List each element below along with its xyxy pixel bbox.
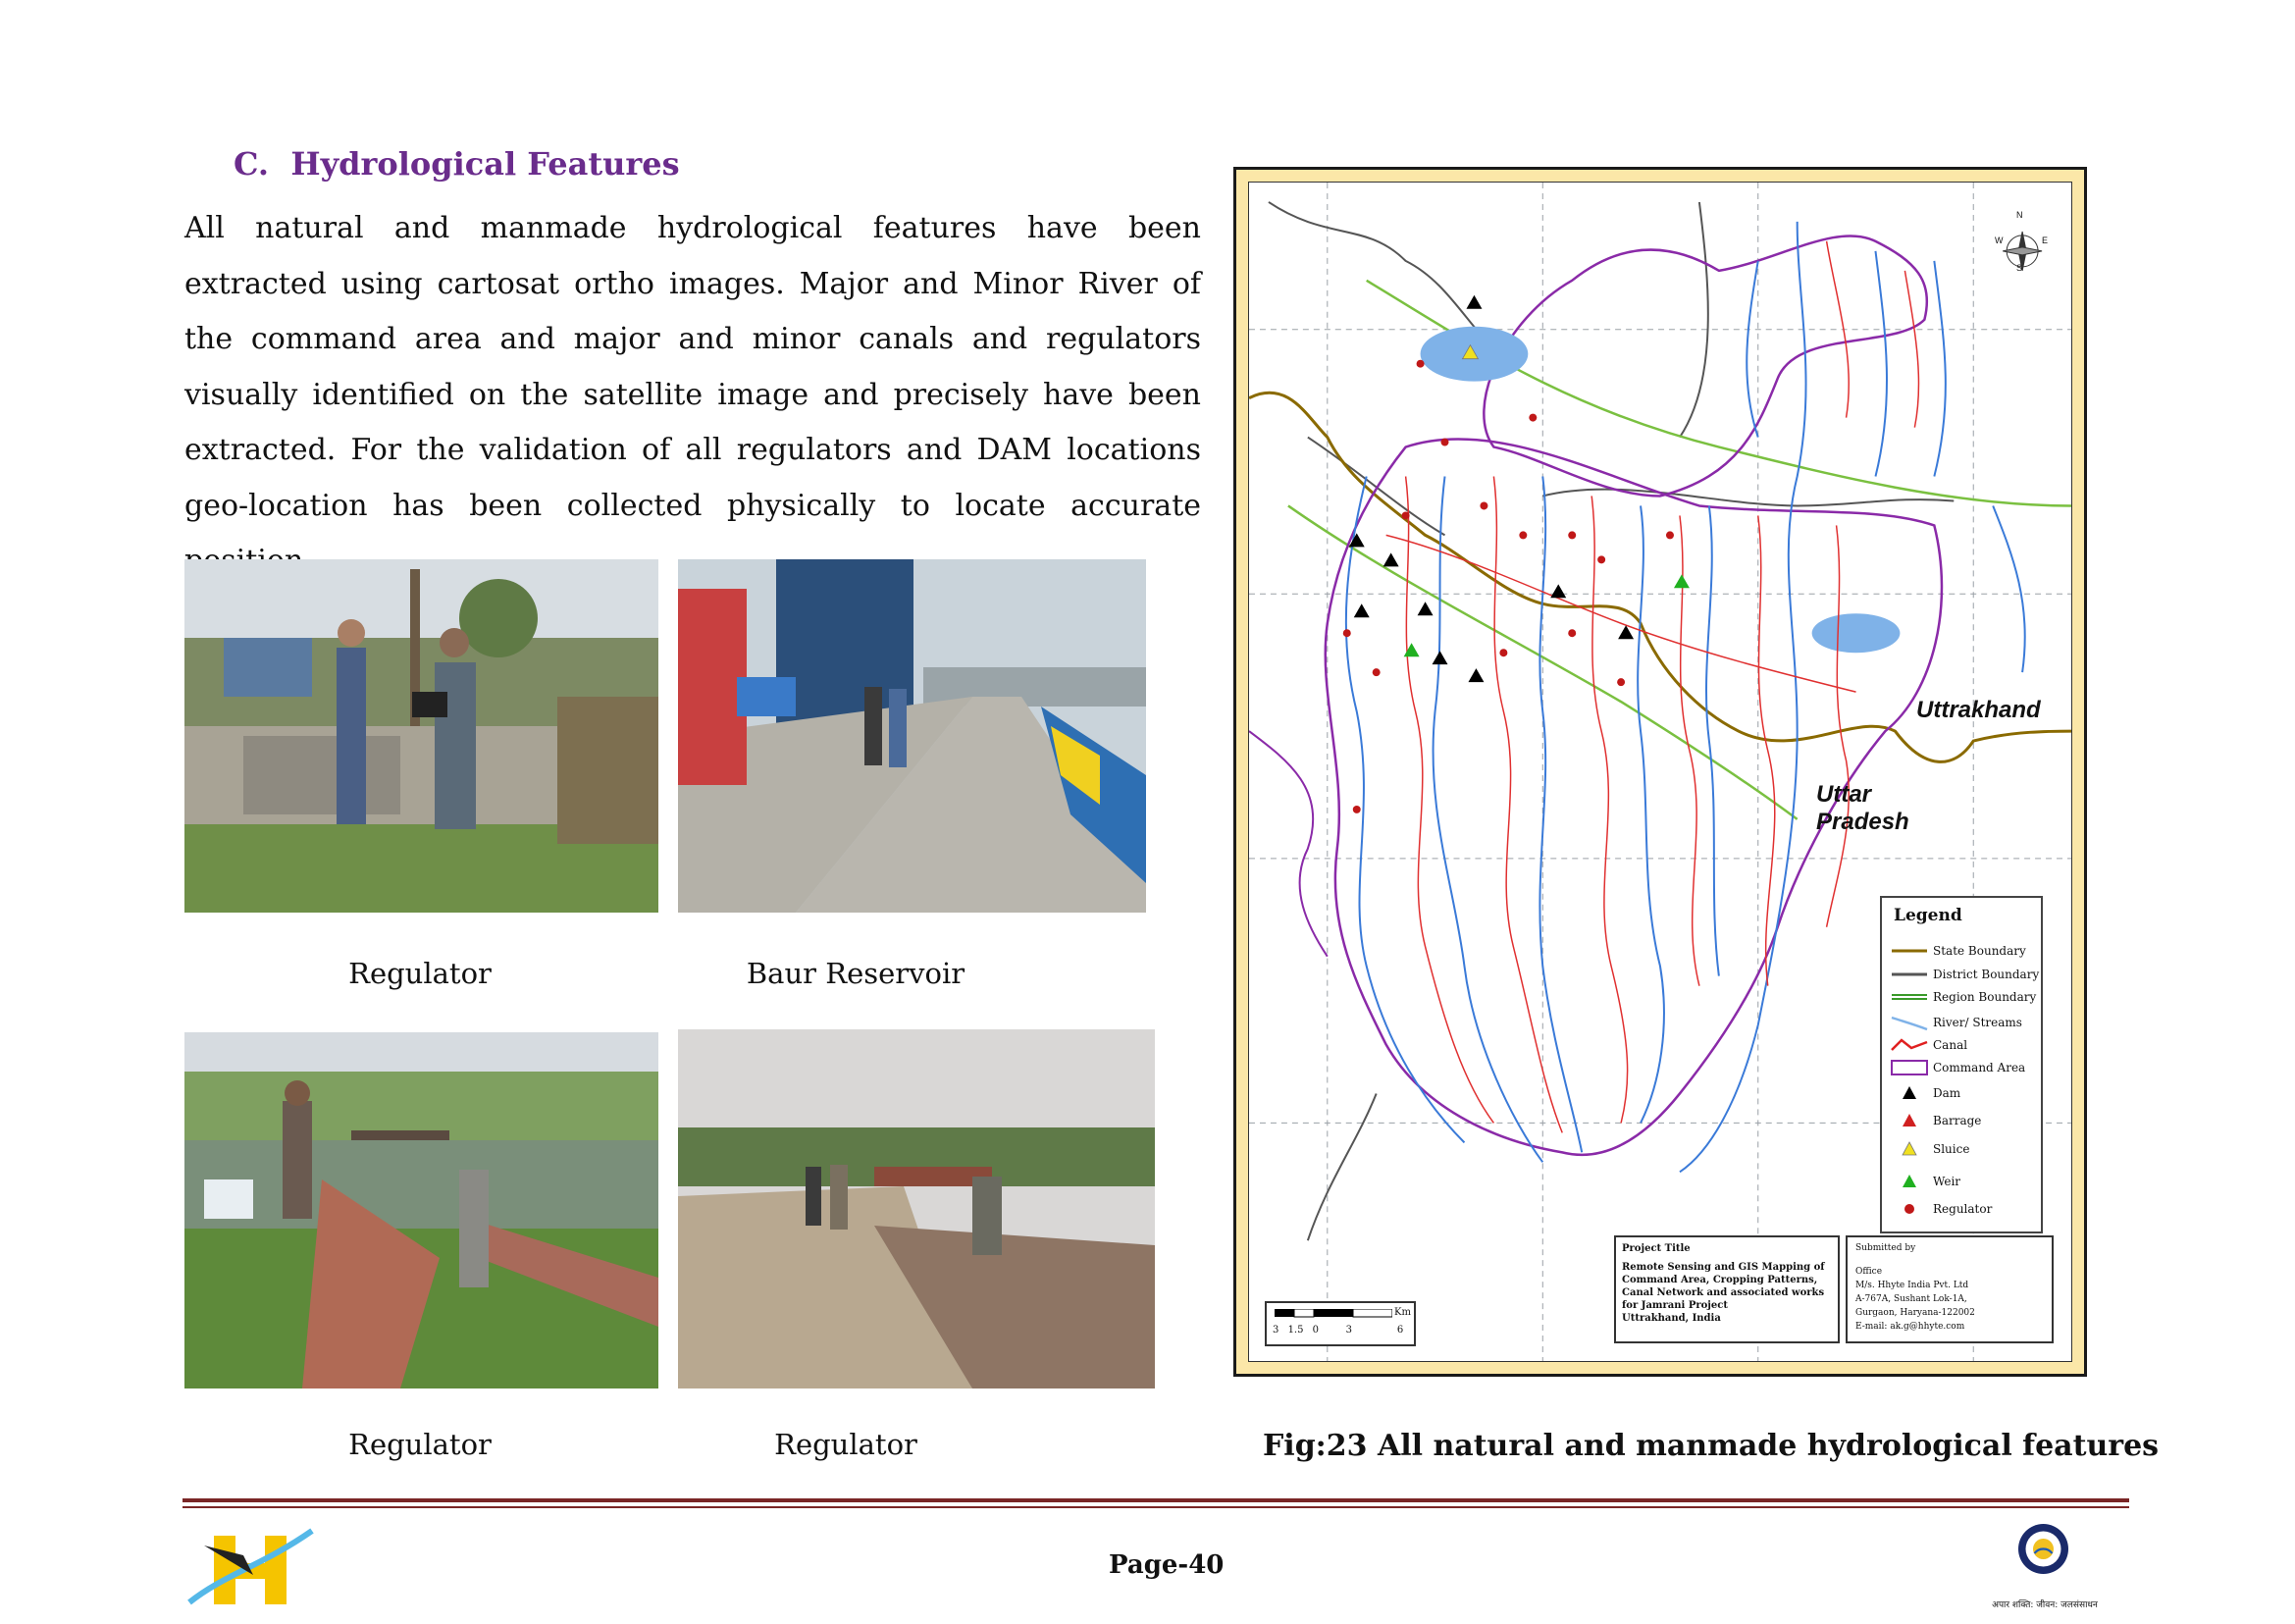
label-uttar: Uttar: [1816, 781, 1872, 808]
legend-symbol-icon: [1890, 1084, 1929, 1102]
photo-regulator-2: [184, 1032, 658, 1388]
compass-w: W: [1995, 236, 2004, 245]
legend-symbol-icon: [1890, 1036, 1929, 1054]
photo-caption-2: Baur Reservoir: [746, 957, 965, 990]
project-line: Uttrakhand, India: [1622, 1313, 1721, 1324]
photo-caption-4: Regulator: [774, 1428, 917, 1461]
photo-regulator-3: [678, 1029, 1155, 1388]
legend-item-label: River/ Streams: [1933, 1016, 2022, 1029]
project-line: for Jamrani Project: [1622, 1300, 1728, 1311]
figure-caption: Fig:23 All natural and manmade hydrological features: [1263, 1429, 2160, 1463]
legend-symbol-icon: [1890, 1112, 1929, 1129]
legend-symbol-icon: [1890, 1059, 1929, 1076]
scale-tick: 3: [1345, 1325, 1352, 1336]
legend-item-label: Sluice: [1933, 1142, 1970, 1156]
map-canvas: [1248, 182, 2072, 1362]
legend-item-label: Dam: [1933, 1086, 1961, 1100]
legend-item-label: Barrage: [1933, 1114, 1982, 1127]
legend-item: [1890, 1059, 2037, 1076]
submitted-by-box: [1846, 1235, 2054, 1343]
page-number: Page-40: [1109, 1550, 1225, 1580]
photo-baur-reservoir: [678, 559, 1146, 913]
legend-item-label: Command Area: [1933, 1061, 2026, 1074]
section-title: Hydrological Features: [290, 145, 680, 183]
legend-item-label: Weir: [1933, 1175, 1961, 1188]
legend-item: [1890, 966, 2040, 983]
legend-item: [1890, 1084, 2037, 1102]
submitted-line: A-767A, Sushant Lok-1A,: [1855, 1294, 1967, 1304]
government-emblem: [1986, 1521, 2104, 1619]
project-line: Canal Network and associated works: [1622, 1287, 1825, 1298]
map-legend: [1880, 896, 2043, 1233]
label-uttrakhand: Uttrakhand: [1916, 697, 2041, 723]
scale-tick: 0: [1312, 1325, 1320, 1336]
legend-item: [1890, 942, 2037, 960]
legend-symbol-icon: [1890, 1173, 1929, 1190]
submitted-line: E-mail: ak.g@hhyte.com: [1855, 1322, 1965, 1332]
compass-n: N: [2016, 210, 2023, 220]
scale-bar-graphic: [1275, 1309, 1392, 1319]
label-pradesh: Pradesh: [1816, 809, 1909, 835]
legend-item: [1890, 1112, 2037, 1129]
legend-item-label: Canal: [1933, 1038, 1968, 1052]
scale-tick: 1.5: [1287, 1325, 1304, 1336]
compass-s: S: [2016, 263, 2023, 273]
legend-item-label: District Boundary: [1933, 968, 2040, 981]
footer-rule-thin: [183, 1506, 2129, 1508]
legend-item-label: Region Boundary: [1933, 990, 2037, 1004]
legend-symbol-icon: [1890, 966, 1929, 983]
legend-item-label: Regulator: [1933, 1202, 1993, 1216]
project-line: Command Area, Cropping Patterns,: [1622, 1275, 1818, 1285]
company-logo-graphic: [184, 1526, 317, 1609]
legend-title: Legend: [1894, 906, 1962, 925]
project-line: Remote Sensing and GIS Mapping of: [1622, 1262, 1825, 1273]
legend-item: [1890, 1140, 2037, 1158]
scale-unit: Km: [1394, 1307, 1411, 1318]
scale-ticks: [1273, 1325, 1403, 1336]
compass-e: E: [2042, 236, 2049, 245]
scale-bar: [1265, 1301, 1416, 1346]
project-title-box: [1614, 1235, 1840, 1343]
footer-rule: [183, 1498, 2129, 1502]
company-logo: [184, 1526, 317, 1609]
legend-item: [1890, 1036, 2037, 1054]
body-paragraph: All natural and manmade hydrological features have been extracted using cartosat ortho images. Major and Minor River of the command area and major and minor canals and regulators visually identified on the satellite image and precisely have been extracted. For the validation of all regulators and DAM locations geo-location has been collected physically to locate accurate: [184, 211, 1201, 523]
submitted-heading: Submitted by: [1855, 1243, 1916, 1253]
section-letter: C.: [234, 145, 270, 183]
legend-symbol-icon: [1890, 1140, 1929, 1158]
photo-caption-1: Regulator: [348, 957, 492, 990]
emblem-gear-icon: [1986, 1521, 2104, 1595]
emblem-motto: अपार शक्ति: जीवन: जलसंसाधन: [1992, 1600, 2098, 1610]
legend-item: [1890, 1173, 2037, 1190]
legend-symbol-icon: [1890, 1014, 1929, 1031]
submitted-line: M/s. Hhyte India Pvt. Ltd: [1855, 1281, 1969, 1290]
legend-symbol-icon: [1890, 942, 1929, 960]
submitted-line: Office: [1855, 1267, 1883, 1277]
legend-item: [1890, 988, 2037, 1006]
legend-item: [1890, 1200, 2037, 1218]
legend-symbol-icon: [1890, 1200, 1929, 1218]
legend-symbol-icon: [1890, 988, 1929, 1006]
map-figure: [1233, 167, 2087, 1377]
scale-tick: 6: [1396, 1325, 1404, 1336]
scale-tick: 3: [1273, 1325, 1279, 1336]
section-heading: [234, 145, 680, 183]
submitted-lines: [1855, 1265, 1975, 1334]
project-title-lines: [1622, 1261, 1825, 1325]
photo-regulator-1: [184, 559, 658, 913]
legend-item-label: State Boundary: [1933, 944, 2026, 958]
submitted-line: Gurgaon, Haryana-122002: [1855, 1308, 1975, 1318]
photo-caption-3: Regulator: [348, 1428, 492, 1461]
legend-item: [1890, 1014, 2037, 1031]
project-title-heading: Project Title: [1622, 1243, 1691, 1254]
